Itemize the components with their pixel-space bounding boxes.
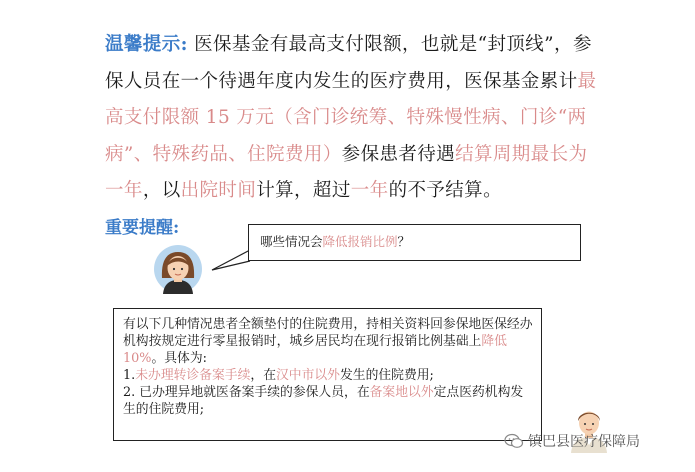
brand-name: 镇巴县医疗保障局 [528,434,640,450]
info-item-1 [123,367,533,384]
reimbursement-info-box [113,308,542,441]
question-highlight: 降低报销比例 [322,234,398,249]
important-label: 重要提醒 [105,218,173,238]
tips-discharge-time: 出院时间 [180,180,257,201]
info-item-2 [123,384,533,418]
info-item-2-end: 定点医药机构发生的住院费用; [123,385,524,417]
info-item-1-end: 发生的住院费用; [339,368,434,383]
tips-text-3: 参保患者待遇 [341,143,456,165]
wechat-icon [504,433,524,449]
tips-text-7: 计算，超过 [256,180,351,201]
question-part-3: ？ [397,234,411,249]
tips-period-text: 结算周期最长为一年 [105,143,588,201]
info-item-2-text: 2. 已办理异地就医备案手续的参保人员，在 [123,385,370,400]
info-intro-end: 。具体为: [151,351,207,366]
info-intro [123,316,533,367]
question-text [260,232,410,250]
female-avatar-icon [153,244,203,294]
brand-watermark [504,431,640,451]
tips-text-9: 的不予结算。 [388,180,502,201]
info-item-1-text: ，在 [250,368,276,383]
tips-paragraph [105,27,600,210]
tips-limit-text: 最高支付限额 15 万元（含门诊统筹、特殊慢性病、门诊“两病”、特殊药品、住院费用） [105,70,597,165]
important-colon: : [173,218,180,238]
bubble-tail-icon [210,248,252,274]
tips-label: 温馨提示 [105,34,181,55]
tips-one-year: 一年 [350,180,389,201]
tips-colon: : [180,34,188,55]
important-heading [105,213,179,238]
info-item-1-region: 汉中市以外 [275,368,340,383]
question-part-1: 哪些情况会 [260,234,323,249]
tips-text-5: ，以 [142,180,181,201]
info-item-1-highlight: 未办理转诊备案手续 [135,368,251,383]
info-item-2-highlight: 备案地以外 [369,385,434,400]
info-intro-text: 有以下几种情况患者全额垫付的住院费用，持相关资料回参保地医保经办机构按规定进行零星报销时，城乡居民均在现行报销比例基础上 [123,317,533,349]
info-reduce-rate: 降低 10% [123,334,507,366]
info-item-1-number: 1. [123,368,136,383]
question-bubble [248,224,581,261]
tips-text-1: 医保基金有最高支付限额，也就是“封顶线”，参保人员在一个待遇年度内发生的医疗费用，医保基金累计 [105,34,592,92]
